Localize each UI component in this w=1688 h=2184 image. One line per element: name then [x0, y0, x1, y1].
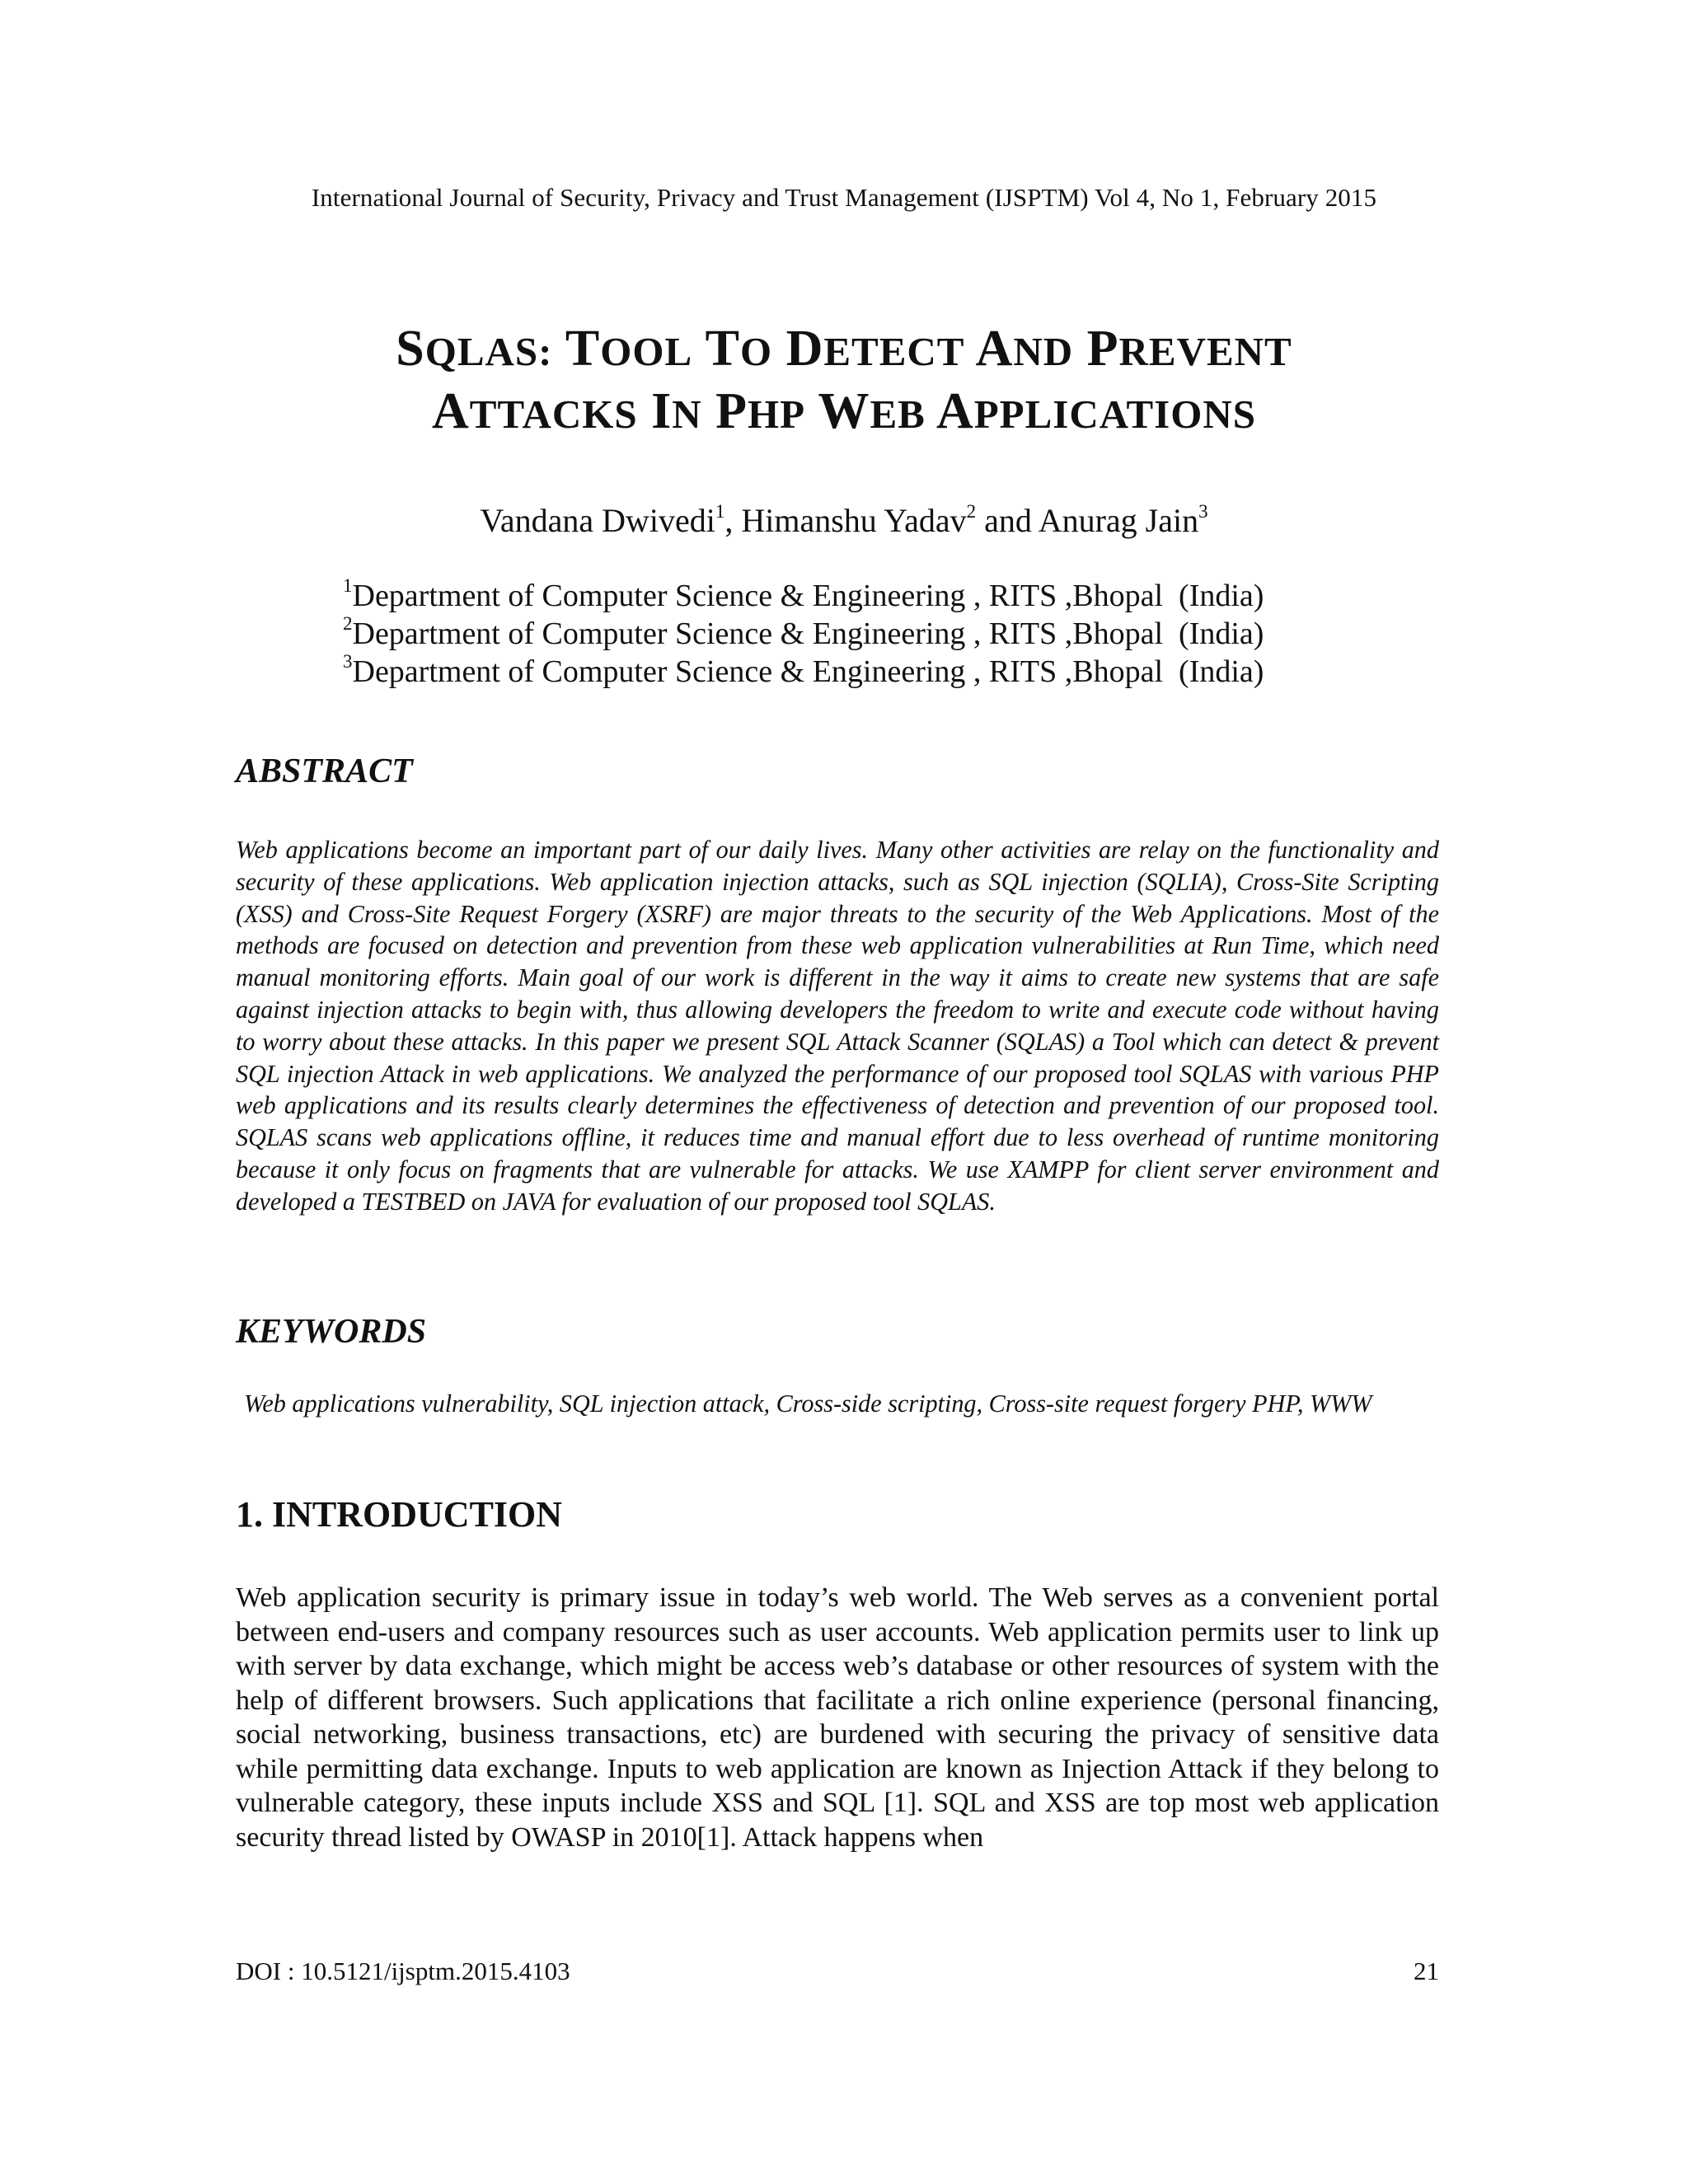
author-separator: , — [724, 502, 742, 539]
introduction-heading: 1. INTRODUCTION — [236, 1494, 563, 1535]
affiliation-text: Department of Computer Science & Engineering , RITS ,Bhopal (India) — [352, 654, 1264, 689]
affiliation-1 — [343, 577, 1414, 615]
introduction-body: Web application security is primary issue in today’s web world. The Web serves as a convenient portal between end-users and company resources such as user accounts. Web application permits user to link up with server by data exchange, which might be access web’s database or other resources of system with the help of different browsers. Such applications that facilitate a rich online experience (personal financing, social networking, business transactions, etc) are burdened with securing the privacy of sensitive data while permitting data exchange. Inputs to web application are known as Injection Attack if they belong to vulnerable category, these inputs include XSS and SQL [1]. SQL and XSS are top most web application security thread listed by OWASP in 2010[1]. Attack happens when — [236, 1582, 1439, 1853]
affiliation-text: Department of Computer Science & Engineering , RITS ,Bhopal (India) — [352, 579, 1264, 613]
page-number: 21 — [1414, 1957, 1439, 1985]
title-text-2: ATTACKS IN PHP WEB APPLICATIONS — [431, 383, 1256, 439]
keywords-heading: KEYWORDS — [236, 1313, 427, 1351]
affiliation-mark: 1 — [343, 575, 353, 596]
author-mark: 1 — [715, 501, 725, 522]
abstract-heading: ABSTRACT — [236, 752, 413, 790]
title-text-1: SQLAS: TOOL TO DETECT AND PREVENT — [396, 321, 1292, 377]
footer-doi: DOI : 10.5121/ijsptm.2015.4103 — [236, 1957, 570, 1985]
abstract-body: Web applications become an important part of our daily lives. Many other activities are relay on the functionality and security of these applications. Web application injection attacks, such as SQL injection (SQLIA), Cross-Site Scripting (XSS) and Cross-Site Request Forgery (XSRF) are major threats to the security of the Web Applications. Most of the methods are focused on detection and prevention from these web application vulnerabilities at Run Time, which need manual monitoring efforts. Main goal of our work is different in the way it aims to create new systems that are safe against injection attacks to begin with, thus allowing developers the freedom to write and execute code without having to worry about these attacks. In this paper we present SQL Attack Scanner (SQLAS) a Tool which can detect & prevent SQL injection Attack in web applications. We analyzed the performance of our proposed tool SQLAS with various PHP web applications and its results clearly determines the effectiveness of detection and prevention of our proposed tool. SQLAS scans web applications offline, it reduces time and manual effort due to less overhead of runtime monitoring because it only focus on fragments that are vulnerable for attacks. We use XAMPP for client server environment and developed a TESTBED on JAVA for evaluation of our proposed tool SQLAS. — [236, 836, 1439, 1216]
affiliation-mark: 2 — [343, 613, 353, 634]
author-name: Himanshu Yadav — [741, 502, 967, 539]
running-header: International Journal of Security, Privacy and Trust Management (IJSPTM) Vol 4, No 1, February 2015 — [311, 183, 1377, 212]
affiliation-2 — [343, 615, 1414, 653]
affiliation-3 — [343, 653, 1414, 691]
paper-title-line-2 — [0, 383, 1688, 439]
author-name: Vandana Dwivedi — [480, 502, 715, 539]
author-conjunction: and — [976, 502, 1039, 539]
author-mark: 2 — [966, 501, 977, 522]
paper-title-line-1 — [0, 321, 1688, 377]
affiliation-text: Department of Computer Science & Engineering , RITS ,Bhopal (India) — [352, 616, 1264, 651]
author-list — [0, 501, 1688, 540]
author-name: Anurag Jain — [1038, 502, 1199, 539]
author-mark: 3 — [1198, 501, 1208, 522]
affiliation-mark: 3 — [343, 651, 353, 672]
keywords-body: Web applications vulnerability, SQL injection attack, Cross-side scripting, Cross-site request forgery PHP, WWW — [244, 1390, 1372, 1418]
